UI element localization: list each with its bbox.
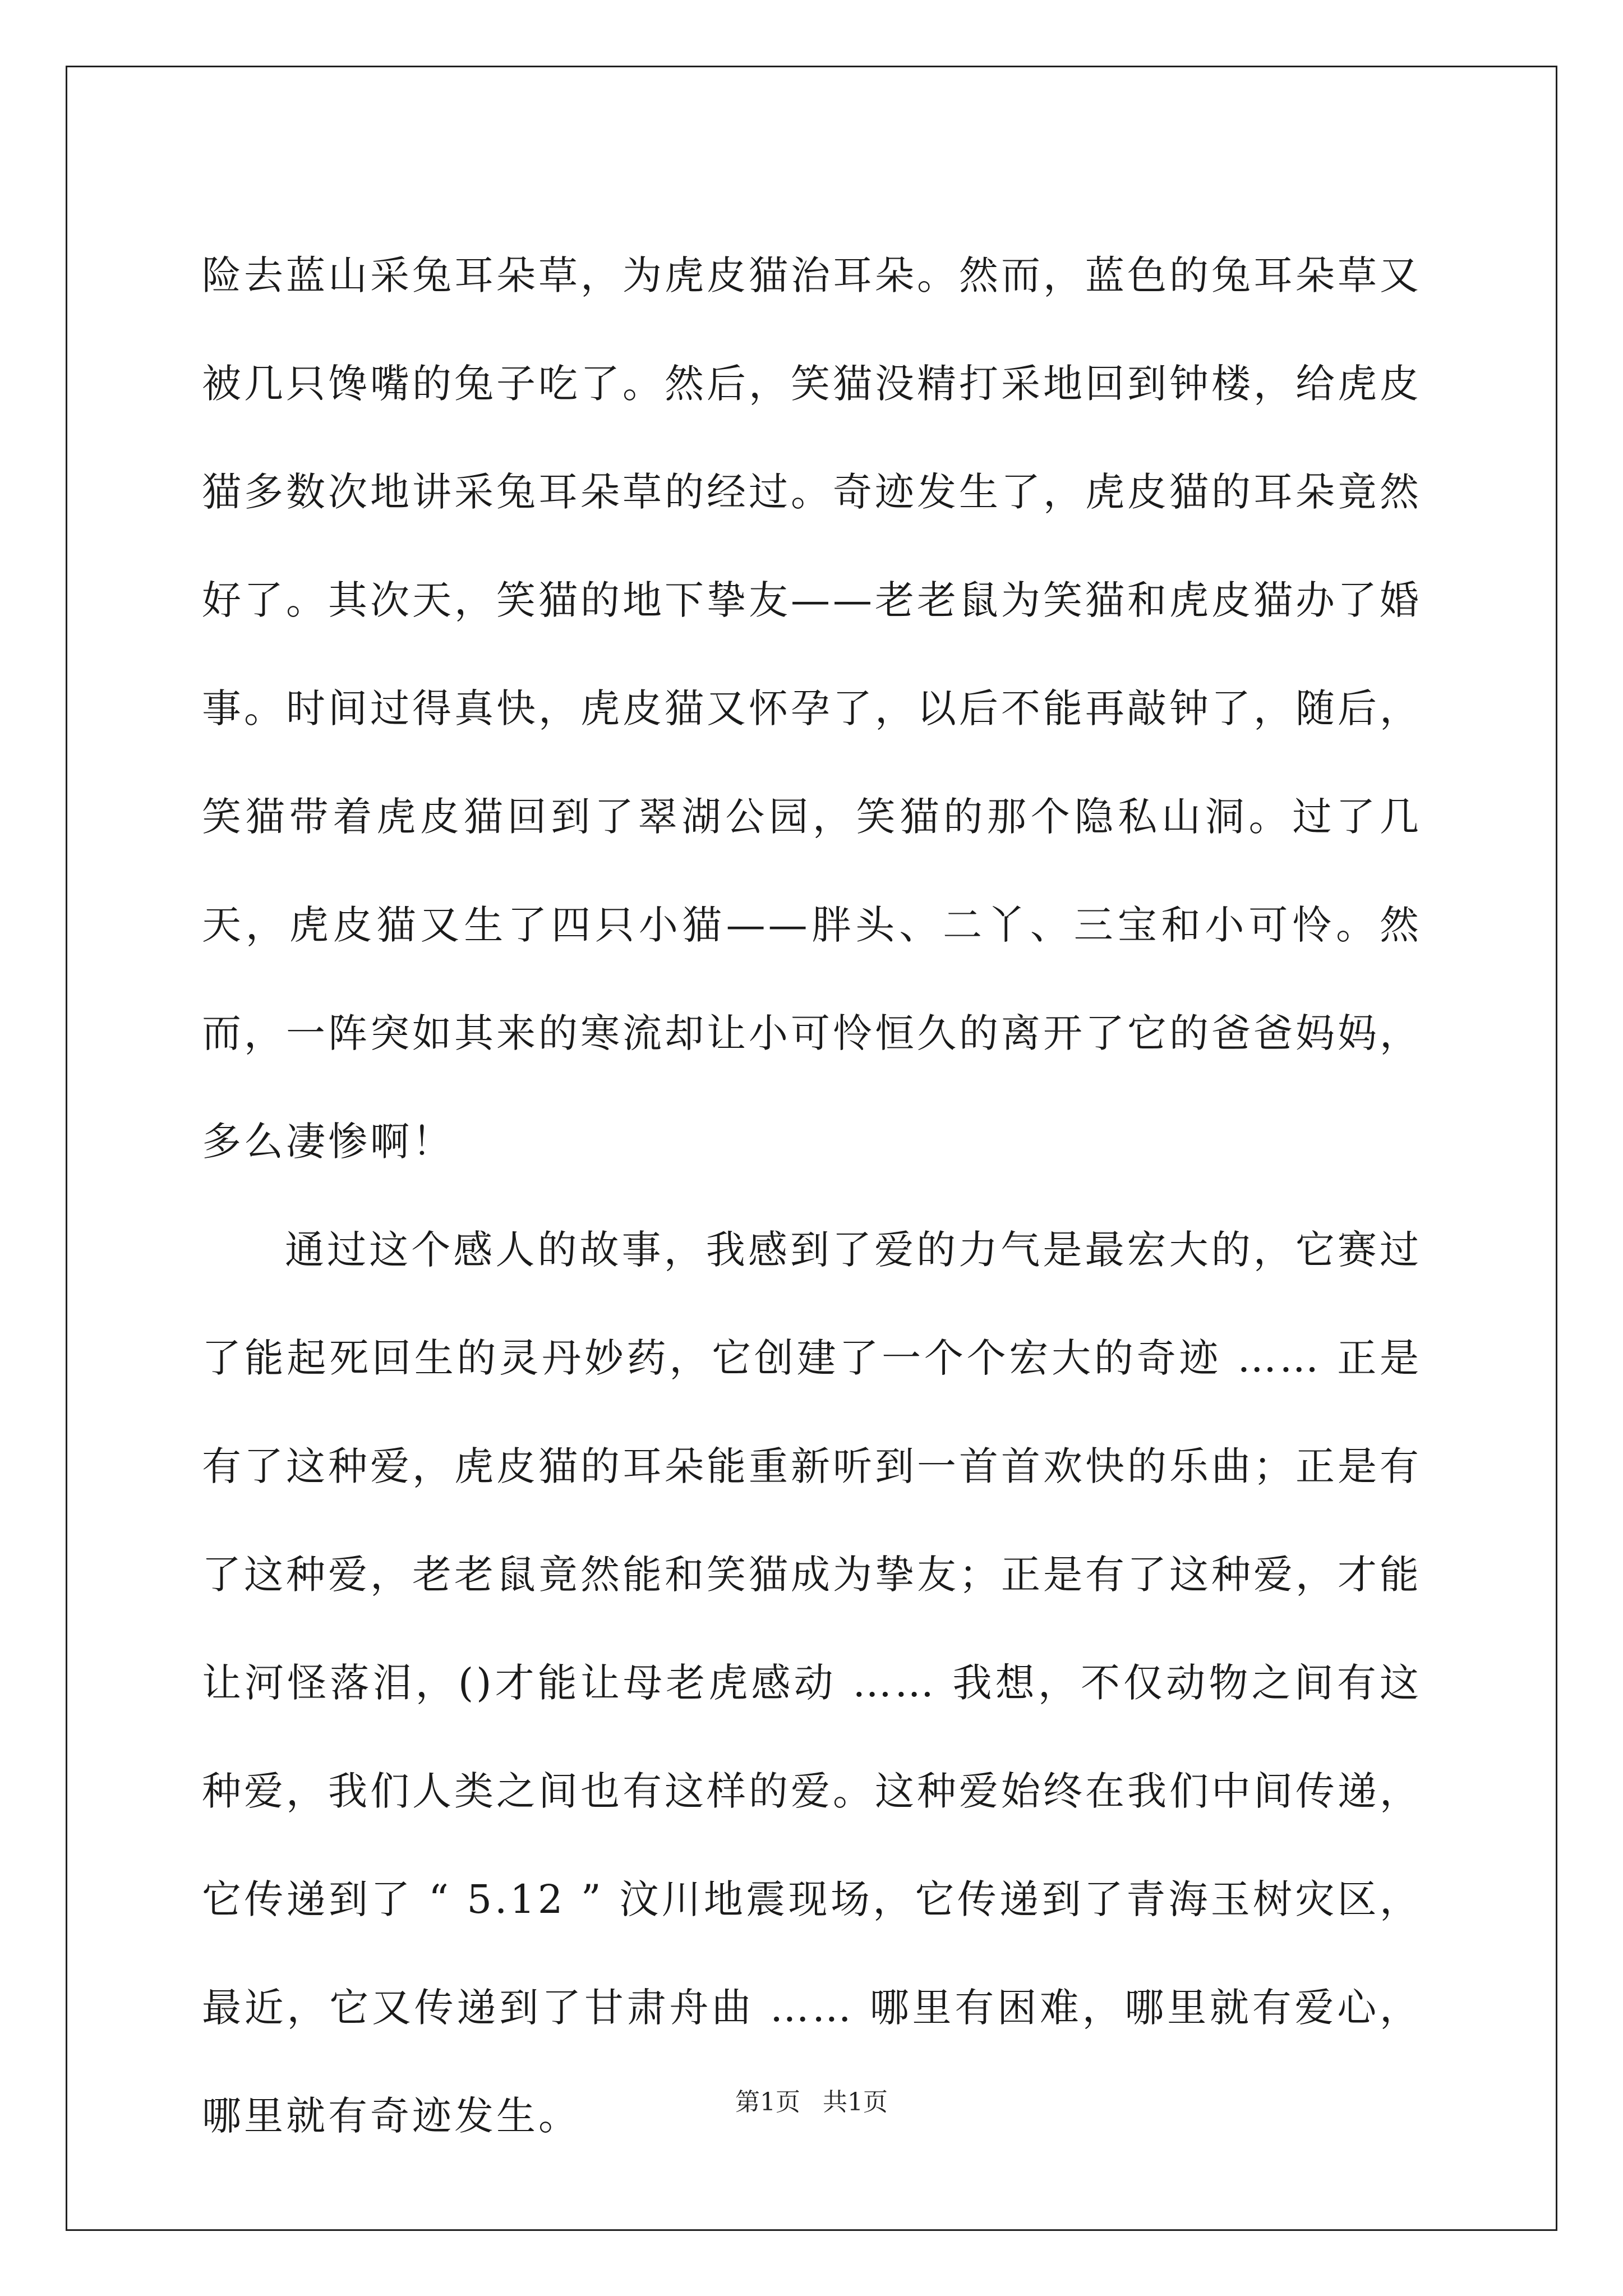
paragraph-1: 险去蓝山采兔耳朵草，为虎皮猫治耳朵。然而，蓝色的兔耳朵草又被几只馋嘴的兔子吃了。然后，笑猫没精打采地回到钟楼，给虎皮猫多数次地讲采兔耳朵草的经过。奇迹发生了，虎皮猫的耳朵竟然好了。其次天，笑猫的地下挚友——老老鼠为笑猫和虎皮猫办了婚事。时间过得真快，虎皮猫又怀孕了，以后不能再敲钟了，随后，笑猫带着虎皮猫回到了翠湖公园，笑猫的那个隐私山洞。过了几天，虎皮猫又生了四只小猫——胖头、二丫、三宝和小可怜。然而，一阵突如其来的寒流却让小可怜恒久的离开了它的爸爸妈妈，多么凄惨啊！ [202,252,1422,1165]
document-body [202,222,1422,2170]
paragraph-2: 通过这个感人的故事，我感到了爱的力气是最宏大的，它赛过了能起死回生的灵丹妙药，它创建了一个个宏大的奇迹 …… 正是有了这种爱，虎皮猫的耳朵能重新听到一首首欢快的乐曲；正是有了这种爱，老老鼠竟然能和笑猫成为挚友；正是有了这种爱，才能让河怪落泪，()才能让母老虎感动 …… 我想，不仅动物之间有这种爱，我们人类之间也有这样的爱。这种爱始终在我们中间传递，它传递到了 “ 5.12 ” 汶川地震现场，它传递到了青海玉树灾区，最近，它又传递到了甘肃舟曲 …… 哪里有困难，哪里就有爱心，哪里就有奇迹发生。 [202,1227,1422,2139]
page-footer [0,2086,1623,2119]
page-total: 共1页 [823,2088,888,2116]
page-number: 第1页 [735,2088,800,2116]
